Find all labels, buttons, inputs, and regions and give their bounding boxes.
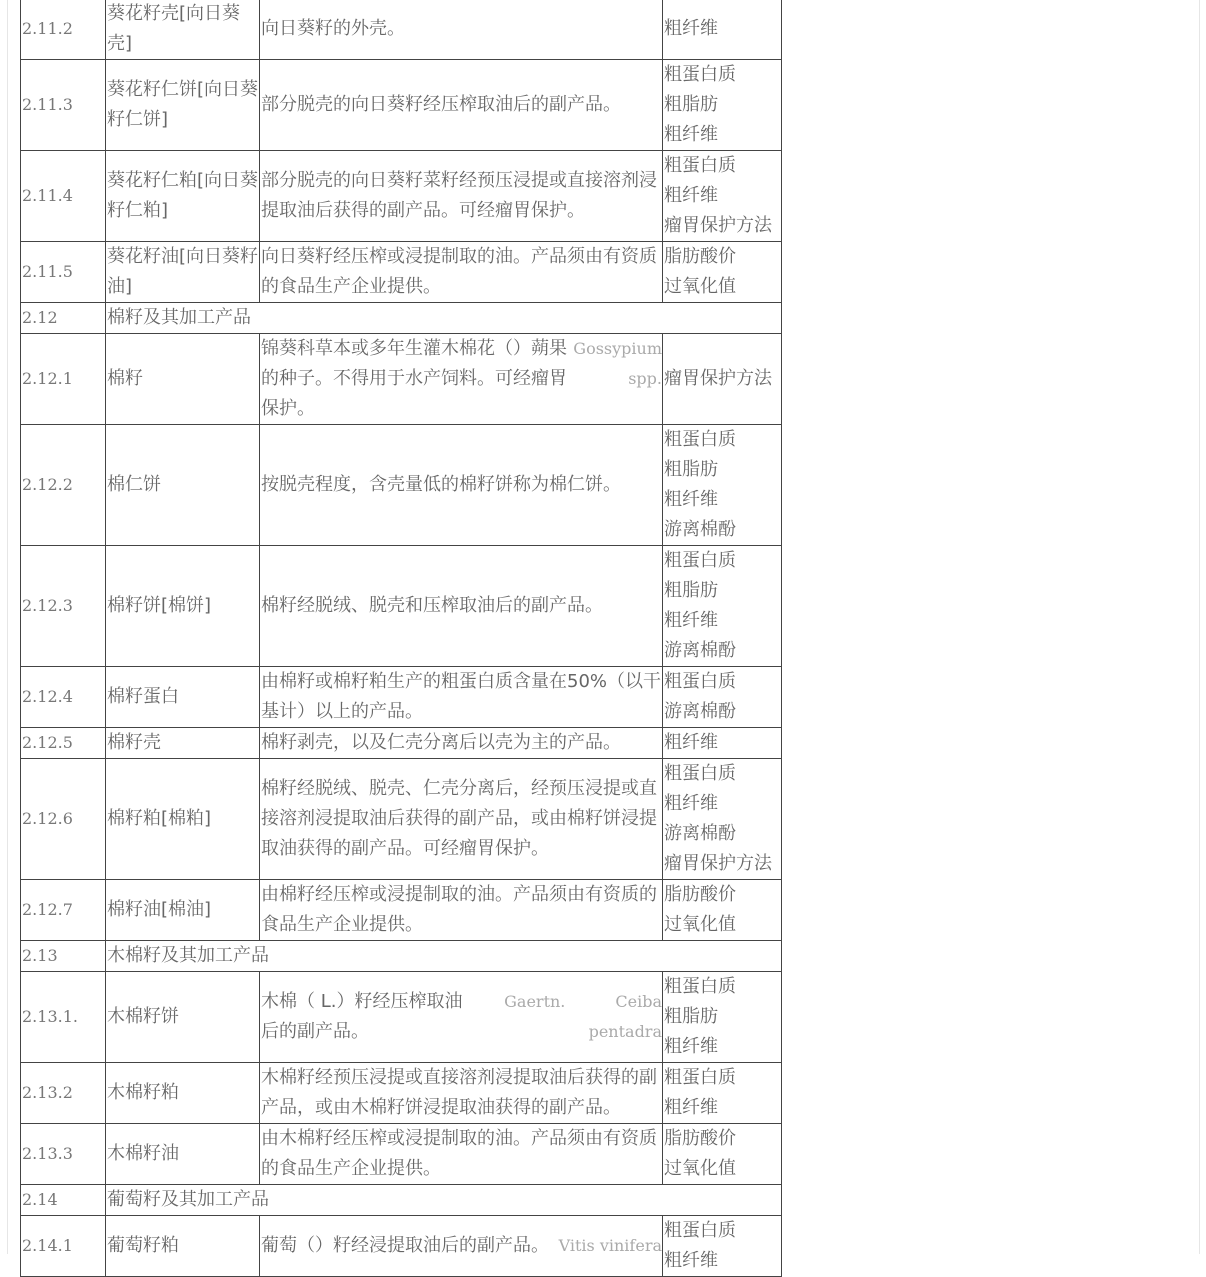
- indicator-item: 粗蛋白质: [664, 155, 736, 176]
- quality-indicators: [663, 0, 782, 60]
- item-name: [106, 728, 260, 759]
- category-row: [21, 941, 782, 972]
- item-name-line: 木棉籽粕: [107, 1082, 179, 1103]
- description-line: 棉籽经脱绒、脱壳、仁壳分离后，经预压浸提或直: [261, 778, 657, 799]
- item-name-line: 木棉籽饼: [107, 1006, 179, 1027]
- item-code: 2.13.1.: [21, 972, 106, 1063]
- table-row: [21, 546, 782, 667]
- scientific-name-part: spp.: [628, 369, 662, 388]
- indicator-item: 瘤胃保护方法: [664, 215, 772, 236]
- scientific-name: [498, 987, 662, 1047]
- indicator-item: 粗蛋白质: [664, 550, 736, 571]
- description-line: 部分脱壳的向日葵籽经压榨取油后的副产品。: [261, 94, 621, 115]
- indicator-item: 脂肪酸价: [664, 1128, 736, 1149]
- category-title: 木棉籽及其加工产品: [106, 941, 782, 972]
- scientific-name: [553, 1231, 662, 1261]
- indicator-item: 游离棉酚: [664, 519, 736, 540]
- description-line: 向日葵籽的外壳。: [261, 18, 405, 39]
- quality-indicators: [663, 1124, 782, 1185]
- item-name: [106, 1063, 260, 1124]
- scientific-name-part: Gaertn.: [504, 992, 566, 1011]
- item-name: [106, 1216, 260, 1277]
- item-description: [260, 1216, 663, 1277]
- item-name-line: 棉籽油[棉油]: [107, 899, 212, 920]
- indicator-item: 过氧化值: [664, 914, 736, 935]
- item-description: [260, 728, 663, 759]
- table-row: [21, 880, 782, 941]
- table-row: [21, 334, 782, 425]
- indicator-item: 过氧化值: [664, 1158, 736, 1179]
- quality-indicators: [663, 60, 782, 151]
- table-row: [21, 425, 782, 546]
- quality-indicators: [663, 1063, 782, 1124]
- item-name-line: 棉籽蛋白: [107, 686, 179, 707]
- description-line: 按脱壳程度，含壳量低的棉籽饼称为棉仁饼。: [261, 474, 621, 495]
- item-code: 2.12.5: [21, 728, 106, 759]
- indicator-item: 粗纤维: [664, 124, 718, 145]
- table-row: [21, 0, 782, 60]
- table-row: [21, 667, 782, 728]
- indicator-item: 游离棉酚: [664, 640, 736, 661]
- quality-indicators: [663, 667, 782, 728]
- table-row: [21, 1124, 782, 1185]
- item-name: [106, 425, 260, 546]
- indicator-item: 粗纤维: [664, 489, 718, 510]
- indicator-item: 粗蛋白质: [664, 1220, 736, 1241]
- description-line: 木棉（ L.）籽经压榨取油: [261, 991, 463, 1012]
- indicator-item: 游离棉酚: [664, 823, 736, 844]
- quality-indicators: [663, 728, 782, 759]
- item-name-line: 葡萄籽粕: [107, 1235, 179, 1256]
- description-line: 由木棉籽经压榨或浸提制取的油。产品须由有资质: [261, 1128, 657, 1149]
- item-description: [260, 667, 663, 728]
- scientific-name-part: Gossypium: [573, 339, 662, 358]
- table-row: [21, 60, 782, 151]
- quality-indicators: [663, 972, 782, 1063]
- indicator-item: 瘤胃保护方法: [664, 368, 772, 389]
- item-code: 2.12.6: [21, 759, 106, 880]
- category-row: [21, 1185, 782, 1216]
- item-code: 2.12.4: [21, 667, 106, 728]
- description-line: 后的副产品。: [261, 1021, 369, 1042]
- scientific-name: [567, 334, 662, 424]
- indicator-item: 粗蛋白质: [664, 976, 736, 997]
- description-line: 取油获得的副产品。可经瘤胃保护。: [261, 838, 549, 859]
- item-name: [106, 60, 260, 151]
- scientific-name-part: Ceiba: [615, 992, 662, 1011]
- table-row: [21, 759, 782, 880]
- item-name-line: 棉仁饼: [107, 474, 161, 495]
- quality-indicators: [663, 425, 782, 546]
- indicator-item: 粗蛋白质: [664, 1067, 736, 1088]
- indicator-item: 粗蛋白质: [664, 64, 736, 85]
- table-row: [21, 972, 782, 1063]
- description-layout: [261, 987, 662, 1047]
- page-frame-left: [7, 0, 8, 1254]
- item-code: 2.11.5: [21, 242, 106, 303]
- feed-material-catalog-table: [20, 0, 782, 1277]
- table-row: [21, 1216, 782, 1277]
- item-name: [106, 0, 260, 60]
- quality-indicators: [663, 242, 782, 303]
- description-line: 锦葵科草本或多年生灌木棉花（）蒴果: [261, 338, 567, 359]
- item-code: 2.13.2: [21, 1063, 106, 1124]
- item-name: [106, 546, 260, 667]
- description-line: 的食品生产企业提供。: [261, 1158, 441, 1179]
- description-text: [261, 987, 498, 1047]
- indicator-item: 过氧化值: [664, 276, 736, 297]
- scientific-name-row: [504, 987, 662, 1017]
- item-name: [106, 334, 260, 425]
- description-line: 的种子。不得用于水产饲料。可经瘤胃: [261, 368, 567, 389]
- table-row: [21, 151, 782, 242]
- indicator-item: 粗纤维: [664, 1036, 718, 1057]
- description-line: 由棉籽经压榨或浸提制取的油。产品须由有资质的: [261, 884, 657, 905]
- description-line: 提取油后获得的副产品。可经瘤胃保护。: [261, 200, 585, 221]
- item-name-line: 棉籽: [107, 368, 143, 389]
- indicator-item: 脂肪酸价: [664, 246, 736, 267]
- item-code: 2.12: [21, 303, 106, 334]
- indicator-item: 粗纤维: [664, 18, 718, 39]
- indicator-item: 粗脂肪: [664, 1006, 718, 1027]
- item-description: [260, 151, 663, 242]
- description-line: 产品，或由木棉籽饼浸提取油获得的副产品。: [261, 1097, 621, 1118]
- item-name: [106, 759, 260, 880]
- item-name: [106, 880, 260, 941]
- indicator-item: 粗蛋白质: [664, 763, 736, 784]
- scientific-name-part: Vitis vinifera: [558, 1236, 662, 1255]
- item-description: [260, 60, 663, 151]
- description-line: 葡萄（）籽经浸提取油后的副产品。: [261, 1235, 549, 1256]
- table-row: [21, 1063, 782, 1124]
- item-name: [106, 151, 260, 242]
- item-description: [260, 880, 663, 941]
- item-name-line: 棉籽粕[棉粕]: [107, 808, 212, 829]
- item-description: [260, 1124, 663, 1185]
- quality-indicators: [663, 880, 782, 941]
- table-row: [21, 242, 782, 303]
- item-name: [106, 242, 260, 303]
- quality-indicators: [663, 1216, 782, 1277]
- quality-indicators: [663, 546, 782, 667]
- item-name-line: 籽仁粕]: [107, 200, 169, 221]
- item-description: [260, 972, 663, 1063]
- indicator-item: 粗纤维: [664, 732, 718, 753]
- item-name: [106, 1124, 260, 1185]
- indicator-item: 粗纤维: [664, 610, 718, 631]
- indicator-item: 瘤胃保护方法: [664, 853, 772, 874]
- description-line: 接溶剂浸提取油后获得的副产品，或由棉籽饼浸提: [261, 808, 657, 829]
- description-line: 部分脱壳的向日葵籽菜籽经预压浸提或直接溶剂浸: [261, 170, 657, 191]
- item-description: [260, 0, 663, 60]
- indicator-item: 粗脂肪: [664, 459, 718, 480]
- description-text: [261, 1231, 553, 1261]
- indicator-item: 粗脂肪: [664, 94, 718, 115]
- description-text: [261, 334, 567, 424]
- indicator-item: 粗蛋白质: [664, 429, 736, 450]
- item-description: [260, 759, 663, 880]
- description-layout: [261, 1231, 662, 1261]
- indicator-item: 粗纤维: [664, 793, 718, 814]
- item-name-line: 葵花籽仁饼[向日葵: [107, 79, 259, 100]
- item-name: [106, 972, 260, 1063]
- item-name-line: 葵花籽壳[向日葵壳]: [107, 3, 241, 54]
- category-row: [21, 303, 782, 334]
- indicator-item: 粗纤维: [664, 1097, 718, 1118]
- quality-indicators: [663, 759, 782, 880]
- quality-indicators: [663, 334, 782, 425]
- indicator-item: 粗纤维: [664, 185, 718, 206]
- indicator-item: 粗纤维: [664, 1250, 718, 1271]
- description-line: 食品生产企业提供。: [261, 914, 423, 935]
- item-name: [106, 667, 260, 728]
- item-code: 2.14.1: [21, 1216, 106, 1277]
- item-code: 2.12.1: [21, 334, 106, 425]
- item-name-line: 油]: [107, 276, 133, 297]
- description-line: 由棉籽或棉籽粕生产的粗蛋白质含量在50%（以干: [261, 671, 662, 692]
- item-name-line: 棉籽饼[棉饼]: [107, 595, 212, 616]
- item-description: [260, 1063, 663, 1124]
- description-line: 向日葵籽经压榨或浸提制取的油。产品须由有资质: [261, 246, 657, 267]
- indicator-item: 粗脂肪: [664, 580, 718, 601]
- description-line: 棉籽剥壳，以及仁壳分离后以壳为主的产品。: [261, 732, 621, 753]
- item-description: [260, 546, 663, 667]
- table-row: [21, 728, 782, 759]
- description-line: 棉籽经脱绒、脱壳和压榨取油后的副产品。: [261, 595, 603, 616]
- item-code: 2.12.3: [21, 546, 106, 667]
- item-code: 2.13: [21, 941, 106, 972]
- description-line: 的食品生产企业提供。: [261, 276, 441, 297]
- page-frame-right: [1199, 0, 1200, 1254]
- indicator-item: 脂肪酸价: [664, 884, 736, 905]
- description-line: 基计）以上的产品。: [261, 701, 423, 722]
- description-line: 保护。: [261, 398, 315, 419]
- item-code: 2.11.3: [21, 60, 106, 151]
- item-description: [260, 334, 663, 425]
- item-code: 2.13.3: [21, 1124, 106, 1185]
- item-name-line: 棉籽壳: [107, 732, 161, 753]
- category-title: 棉籽及其加工产品: [106, 303, 782, 334]
- category-title: 葡萄籽及其加工产品: [106, 1185, 782, 1216]
- item-code: 2.12.2: [21, 425, 106, 546]
- item-description: [260, 425, 663, 546]
- item-code: 2.11.4: [21, 151, 106, 242]
- description-layout: [261, 334, 662, 424]
- indicator-item: 粗蛋白质: [664, 671, 736, 692]
- quality-indicators: [663, 151, 782, 242]
- item-code: 2.14: [21, 1185, 106, 1216]
- item-description: [260, 242, 663, 303]
- item-name-line: 籽仁饼]: [107, 109, 169, 130]
- scientific-name-part: pentadra: [588, 1022, 662, 1041]
- description-line: 木棉籽经预压浸提或直接溶剂浸提取油后获得的副: [261, 1067, 657, 1088]
- item-code: 2.11.2: [21, 0, 106, 60]
- indicator-item: 游离棉酚: [664, 701, 736, 722]
- item-name-line: 木棉籽油: [107, 1143, 179, 1164]
- item-name-line: 葵花籽油[向日葵籽: [107, 246, 259, 267]
- item-name-line: 葵花籽仁粕[向日葵: [107, 170, 259, 191]
- item-code: 2.12.7: [21, 880, 106, 941]
